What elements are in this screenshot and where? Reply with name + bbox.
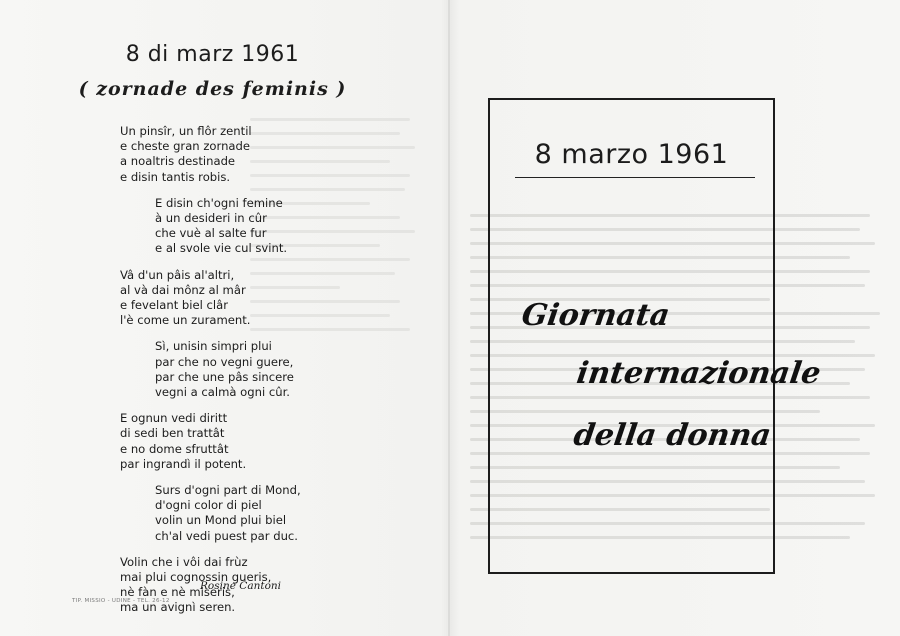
poem-stanza-3 [120,268,320,329]
poem-line: e disin tantis robis. [120,169,231,184]
left-date-heading: 8 di marz 1961 [125,42,300,67]
poem-line: par ingrandì il potent. [120,456,247,471]
poem-line: Vâ d'un pâis al'altri, [120,267,235,282]
left-subtitle: ( zornade des feminis ) [78,78,347,100]
poem-stanza-2 [120,196,320,257]
poem-line: à un desideri in cûr [155,211,267,226]
poem-line: che vuè al salte fur [155,226,267,241]
title-line-3: della donna [571,418,774,453]
poem-line: Volin che i vôi dai frùz [120,554,248,569]
poem-stanza-6 [120,483,320,544]
poem-line: Sì, unisin simpri plui [155,339,272,354]
poem-line: l'è come un zurament. [120,313,251,328]
title-line-2: internazionale [574,356,823,391]
printer-mark: TIP. MISSIO - UDINE - TEL. 26-12 [72,598,170,604]
poem-line: vegni a calmà ogni cûr. [155,385,290,400]
poem-line: e al svole vie cul svint. [155,241,288,256]
poem-line: E disin ch'ogni femine [155,195,283,210]
poem-line: nè fàn e nè miseris, [120,585,235,600]
poem-line: ma un avignì seren. [120,600,236,615]
poem-line: E ognun vedi diritt [120,411,228,426]
poem-line: mai plui cognossin gueris, [120,570,272,585]
poem-line: Surs d'ogni part di Mond, [155,483,301,498]
page-fold [448,0,450,636]
poem-line: a noaltris destinade [120,154,236,169]
poem-line: par che no vegni guere, [155,354,294,369]
poem-line: par che une pâs sincere [155,369,294,384]
poem-line: ch'al vedi puest par duc. [155,528,298,543]
poem-line: volin un Mond plui biel [155,513,287,528]
poem-author: Rosine Cantoni [200,580,282,592]
right-date-heading: 8 marzo 1961 [534,139,729,170]
poem-stanza-4 [120,339,320,400]
poem [120,124,320,616]
poem-line: e fevelant biel clâr [120,298,229,313]
poem-line: e no dome sfruttât [120,441,229,456]
poem-stanza-1 [120,124,320,185]
poem-line: d'ogni color di piel [155,498,262,513]
date-underline [515,177,755,178]
poem-line: Un pinsîr, un flôr zentil [120,124,252,138]
poem-line: e cheste gran zornade [120,139,251,154]
poem-line: di sedi ben trattât [120,426,225,441]
poem-stanza-5 [120,411,320,472]
poem-line: al và dai mônz al mâr [120,282,246,297]
title-line-1: Giornata [519,298,672,333]
